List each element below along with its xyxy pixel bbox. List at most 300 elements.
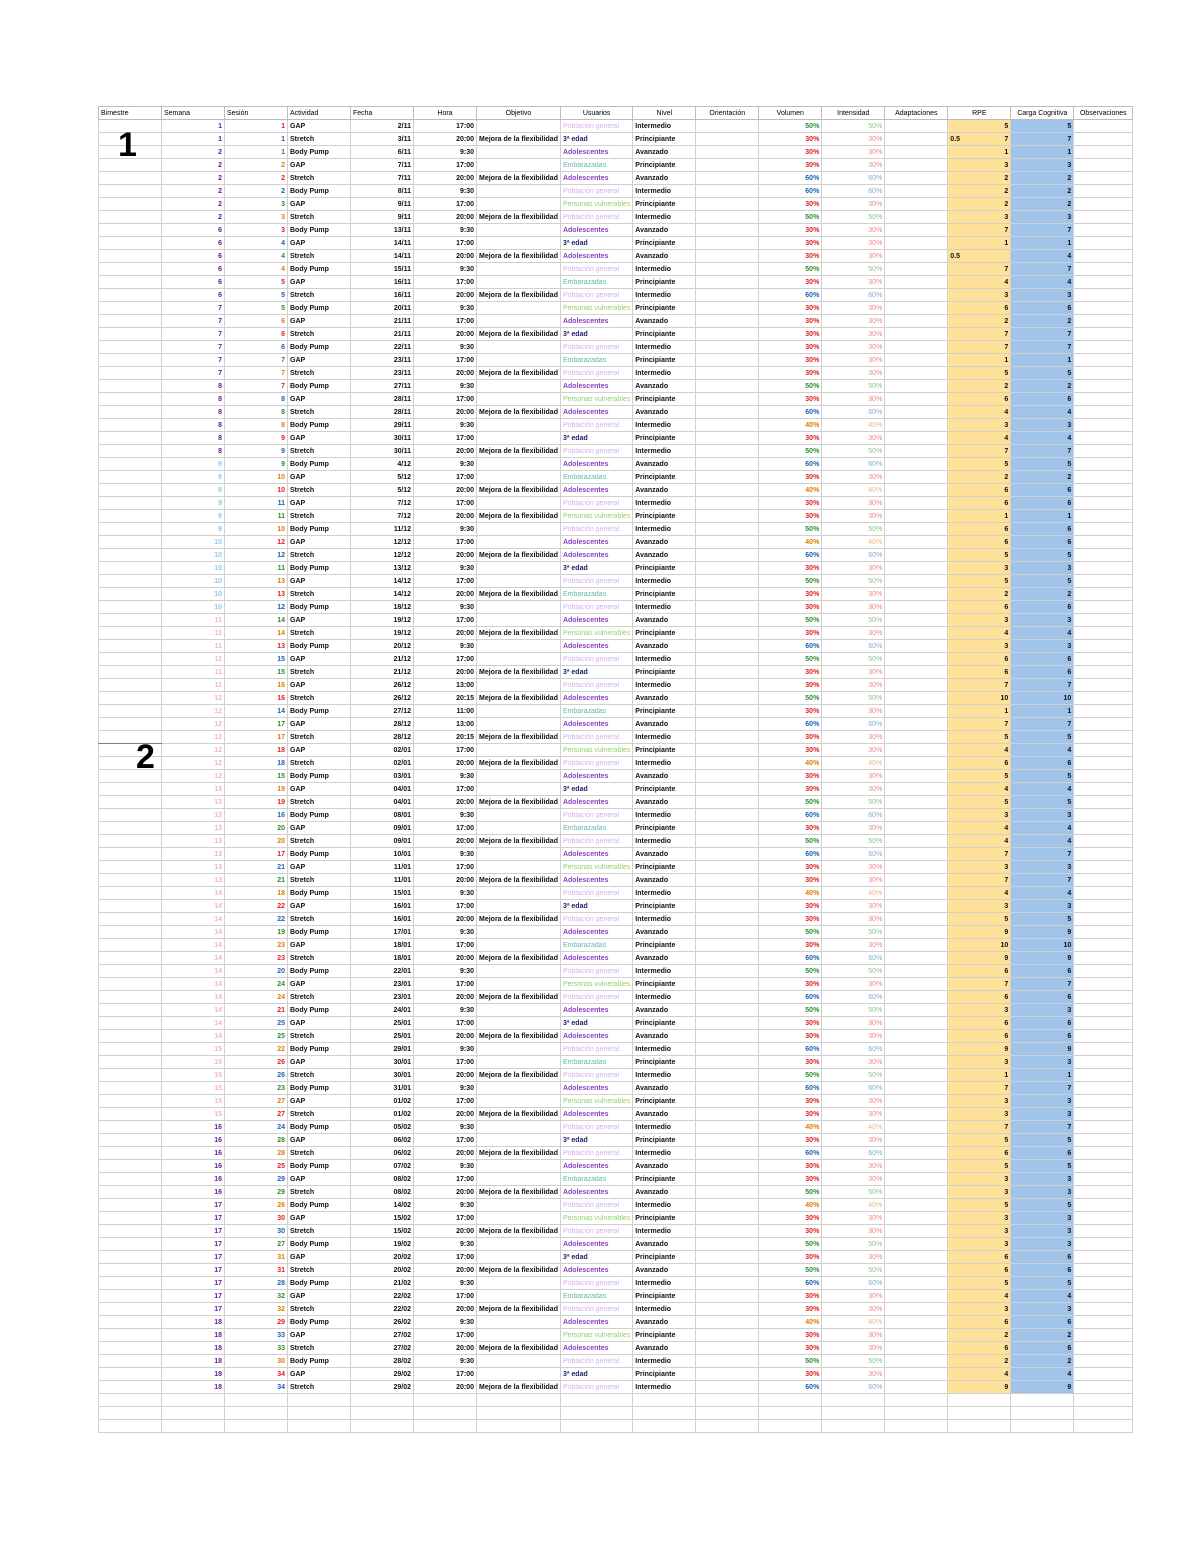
actividad-cell[interactable]: Stretch [288,510,351,523]
actividad-cell[interactable]: Stretch [288,1186,351,1199]
carga-cell[interactable]: 7 [1011,445,1074,458]
nivel-cell[interactable]: Intermedio [633,1355,696,1368]
actividad-cell[interactable]: GAP [288,744,351,757]
adaptaciones-cell[interactable] [885,549,948,562]
bimestre-cell[interactable] [99,458,162,471]
hora-cell[interactable]: 20:00 [414,510,477,523]
objetivo-cell[interactable] [477,978,561,991]
usuario-cell[interactable]: Población general [560,679,632,692]
actividad-cell[interactable]: Stretch [288,406,351,419]
volumen-cell[interactable]: 30% [759,1303,822,1316]
objetivo-cell[interactable]: Mejora de la flexibilidad [477,1108,561,1121]
actividad-cell[interactable]: GAP [288,1017,351,1030]
bimestre-cell[interactable] [99,432,162,445]
semana-cell[interactable]: 7 [162,367,225,380]
nivel-cell[interactable]: Principiante [633,1017,696,1030]
usuario-cell[interactable]: Población general [560,965,632,978]
nivel-cell[interactable]: Principiante [633,1329,696,1342]
nivel-cell[interactable]: Avanzado [633,536,696,549]
empty-cell[interactable] [225,1407,288,1420]
sesion-cell[interactable]: 33 [225,1342,288,1355]
intensidad-cell[interactable]: 50% [822,796,885,809]
sesion-cell[interactable]: 18 [225,744,288,757]
fecha-cell[interactable]: 01/02 [351,1095,414,1108]
adaptaciones-cell[interactable] [885,224,948,237]
hora-cell[interactable]: 20:00 [414,367,477,380]
volumen-cell[interactable]: 50% [759,926,822,939]
orientacion-cell[interactable] [696,211,759,224]
carga-cell[interactable]: 5 [1011,731,1074,744]
usuario-cell[interactable]: Población general [560,809,632,822]
actividad-cell[interactable]: Stretch [288,1069,351,1082]
semana-cell[interactable]: 17 [162,1277,225,1290]
carga-cell[interactable]: 7 [1011,874,1074,887]
orientacion-cell[interactable] [696,965,759,978]
orientacion-cell[interactable] [696,679,759,692]
intensidad-cell[interactable]: 30% [822,250,885,263]
usuario-cell[interactable]: Adolescentes [560,315,632,328]
fecha-cell[interactable]: 5/12 [351,471,414,484]
nivel-cell[interactable]: Intermedio [633,835,696,848]
rpe-cell[interactable] [948,653,1011,666]
nivel-cell[interactable]: Intermedio [633,575,696,588]
rpe-cell[interactable] [948,1108,1011,1121]
carga-cell[interactable]: 7 [1011,978,1074,991]
observaciones-cell[interactable] [1074,835,1133,848]
orientacion-cell[interactable] [696,1381,759,1394]
bimestre-cell[interactable] [99,575,162,588]
fecha-cell[interactable]: 26/02 [351,1316,414,1329]
nivel-cell[interactable]: Avanzado [633,406,696,419]
adaptaciones-cell[interactable] [885,1186,948,1199]
volumen-cell[interactable]: 50% [759,1238,822,1251]
actividad-cell[interactable]: Stretch [288,835,351,848]
adaptaciones-cell[interactable] [885,1264,948,1277]
sesion-cell[interactable]: 29 [225,1173,288,1186]
intensidad-cell[interactable]: 30% [822,861,885,874]
usuario-cell[interactable]: Personas vulnerables [560,302,632,315]
intensidad-cell[interactable]: 60% [822,809,885,822]
rpe-cell[interactable] [948,848,1011,861]
nivel-cell[interactable]: Intermedio [633,120,696,133]
sesion-cell[interactable]: 7 [225,380,288,393]
usuario-cell[interactable]: Adolescentes [560,1030,632,1043]
observaciones-cell[interactable] [1074,1108,1133,1121]
sesion-cell[interactable]: 7 [225,354,288,367]
intensidad-cell[interactable]: 30% [822,1225,885,1238]
fecha-cell[interactable]: 14/02 [351,1199,414,1212]
hora-cell[interactable]: 20:00 [414,133,477,146]
nivel-cell[interactable]: Principiante [633,978,696,991]
nivel-cell[interactable]: Avanzado [633,614,696,627]
sesion-cell[interactable]: 27 [225,1108,288,1121]
carga-cell[interactable]: 5 [1011,120,1074,133]
semana-cell[interactable]: 18 [162,1342,225,1355]
observaciones-cell[interactable] [1074,406,1133,419]
volumen-cell[interactable]: 50% [759,523,822,536]
observaciones-cell[interactable] [1074,1121,1133,1134]
semana-cell[interactable]: 6 [162,263,225,276]
volumen-cell[interactable]: 50% [759,120,822,133]
orientacion-cell[interactable] [696,731,759,744]
fecha-cell[interactable]: 4/12 [351,458,414,471]
intensidad-cell[interactable]: 50% [822,692,885,705]
rpe-cell[interactable] [948,380,1011,393]
bimestre-cell[interactable] [99,913,162,926]
intensidad-cell[interactable]: 30% [822,237,885,250]
adaptaciones-cell[interactable] [885,770,948,783]
volumen-cell[interactable]: 60% [759,1082,822,1095]
empty-cell[interactable] [948,1394,1011,1407]
semana-cell[interactable]: 8 [162,432,225,445]
rpe-cell[interactable] [948,523,1011,536]
orientacion-cell[interactable] [696,887,759,900]
usuario-cell[interactable]: Adolescentes [560,172,632,185]
empty-cell[interactable] [414,1407,477,1420]
bimestre-cell[interactable] [99,393,162,406]
volumen-cell[interactable]: 30% [759,679,822,692]
adaptaciones-cell[interactable] [885,328,948,341]
adaptaciones-cell[interactable] [885,822,948,835]
bimestre-cell[interactable] [99,198,162,211]
semana-cell[interactable]: 11 [162,653,225,666]
nivel-cell[interactable]: Principiante [633,627,696,640]
observaciones-cell[interactable] [1074,1316,1133,1329]
fecha-cell[interactable]: 18/01 [351,939,414,952]
adaptaciones-cell[interactable] [885,1082,948,1095]
sesion-cell[interactable]: 9 [225,432,288,445]
intensidad-cell[interactable]: 30% [822,393,885,406]
nivel-cell[interactable]: Principiante [633,302,696,315]
usuario-cell[interactable]: 3ª edad [560,562,632,575]
adaptaciones-cell[interactable] [885,263,948,276]
objetivo-cell[interactable] [477,146,561,159]
actividad-cell[interactable]: Body Pump [288,1004,351,1017]
usuario-cell[interactable]: 3ª edad [560,1251,632,1264]
objetivo-cell[interactable]: Mejora de la flexibilidad [477,1264,561,1277]
semana-cell[interactable]: 13 [162,835,225,848]
semana-cell[interactable]: 17 [162,1303,225,1316]
adaptaciones-cell[interactable] [885,1147,948,1160]
volumen-cell[interactable]: 30% [759,302,822,315]
fecha-cell[interactable]: 23/11 [351,354,414,367]
orientacion-cell[interactable] [696,718,759,731]
intensidad-cell[interactable]: 50% [822,1355,885,1368]
hora-cell[interactable]: 17:00 [414,978,477,991]
fecha-cell[interactable]: 12/12 [351,536,414,549]
orientacion-cell[interactable] [696,159,759,172]
adaptaciones-cell[interactable] [885,523,948,536]
actividad-cell[interactable]: GAP [288,276,351,289]
sesion-cell[interactable]: 26 [225,1056,288,1069]
actividad-cell[interactable]: GAP [288,1095,351,1108]
rpe-cell[interactable] [948,1251,1011,1264]
intensidad-cell[interactable]: 30% [822,367,885,380]
hora-cell[interactable]: 17:00 [414,1095,477,1108]
usuario-cell[interactable]: Población general [560,289,632,302]
carga-cell[interactable]: 3 [1011,1095,1074,1108]
nivel-cell[interactable]: Intermedio [633,991,696,1004]
volumen-cell[interactable]: 60% [759,458,822,471]
carga-cell[interactable]: 7 [1011,679,1074,692]
actividad-cell[interactable]: GAP [288,653,351,666]
actividad-cell[interactable]: Stretch [288,289,351,302]
nivel-cell[interactable]: Avanzado [633,1108,696,1121]
volumen-cell[interactable]: 50% [759,653,822,666]
volumen-cell[interactable]: 30% [759,1017,822,1030]
hora-cell[interactable]: 9:30 [414,1316,477,1329]
carga-cell[interactable]: 6 [1011,965,1074,978]
sesion-cell[interactable]: 15 [225,653,288,666]
hora-cell[interactable]: 17:00 [414,1134,477,1147]
observaciones-cell[interactable] [1074,354,1133,367]
semana-cell[interactable]: 15 [162,1108,225,1121]
orientacion-cell[interactable] [696,1368,759,1381]
usuario-cell[interactable]: Adolescentes [560,536,632,549]
carga-cell[interactable]: 4 [1011,783,1074,796]
orientacion-cell[interactable] [696,432,759,445]
intensidad-cell[interactable]: 30% [822,913,885,926]
observaciones-cell[interactable] [1074,796,1133,809]
volumen-cell[interactable]: 30% [759,432,822,445]
carga-cell[interactable]: 3 [1011,1212,1074,1225]
objetivo-cell[interactable] [477,1251,561,1264]
adaptaciones-cell[interactable] [885,497,948,510]
nivel-cell[interactable]: Intermedio [633,679,696,692]
volumen-cell[interactable]: 50% [759,575,822,588]
observaciones-cell[interactable] [1074,1095,1133,1108]
usuario-cell[interactable]: Adolescentes [560,484,632,497]
bimestre-cell[interactable] [99,1212,162,1225]
objetivo-cell[interactable]: Mejora de la flexibilidad [477,1303,561,1316]
bimestre-cell[interactable] [99,1004,162,1017]
carga-cell[interactable]: 6 [1011,302,1074,315]
sesion-cell[interactable]: 5 [225,276,288,289]
objetivo-cell[interactable] [477,354,561,367]
sesion-cell[interactable]: 24 [225,1121,288,1134]
actividad-cell[interactable]: Stretch [288,731,351,744]
bimestre-cell[interactable] [99,406,162,419]
fecha-cell[interactable]: 29/02 [351,1368,414,1381]
actividad-cell[interactable]: GAP [288,978,351,991]
carga-cell[interactable]: 5 [1011,575,1074,588]
hora-cell[interactable]: 9:30 [414,1160,477,1173]
adaptaciones-cell[interactable] [885,835,948,848]
empty-cell[interactable] [1011,1394,1074,1407]
usuario-cell[interactable]: Población general [560,263,632,276]
bimestre-cell[interactable] [99,536,162,549]
usuario-cell[interactable]: Población general [560,1199,632,1212]
nivel-cell[interactable]: Principiante [633,705,696,718]
nivel-cell[interactable]: Principiante [633,588,696,601]
intensidad-cell[interactable]: 60% [822,1147,885,1160]
intensidad-cell[interactable]: 30% [822,133,885,146]
orientacion-cell[interactable] [696,549,759,562]
nivel-cell[interactable]: Intermedio [633,887,696,900]
fecha-cell[interactable]: 7/11 [351,172,414,185]
semana-cell[interactable]: 17 [162,1199,225,1212]
objetivo-cell[interactable]: Mejora de la flexibilidad [477,991,561,1004]
column-header[interactable]: Sesión [225,107,288,120]
semana-cell[interactable]: 1 [162,120,225,133]
column-header[interactable]: Observaciones [1074,107,1133,120]
volumen-cell[interactable]: 30% [759,1095,822,1108]
semana-cell[interactable]: 12 [162,692,225,705]
objetivo-cell[interactable] [477,497,561,510]
actividad-cell[interactable]: Body Pump [288,1316,351,1329]
bimestre-cell[interactable] [99,1134,162,1147]
adaptaciones-cell[interactable] [885,1277,948,1290]
objetivo-cell[interactable] [477,315,561,328]
semana-cell[interactable]: 16 [162,1134,225,1147]
observaciones-cell[interactable] [1074,744,1133,757]
orientacion-cell[interactable] [696,809,759,822]
semana-cell[interactable]: 2 [162,198,225,211]
adaptaciones-cell[interactable] [885,1368,948,1381]
rpe-cell[interactable] [948,575,1011,588]
rpe-cell[interactable] [948,1303,1011,1316]
intensidad-cell[interactable]: 30% [822,939,885,952]
column-header[interactable]: Objetivo [477,107,561,120]
rpe-cell[interactable] [948,1342,1011,1355]
carga-cell[interactable]: 4 [1011,744,1074,757]
semana-cell[interactable]: 10 [162,536,225,549]
carga-cell[interactable]: 3 [1011,1303,1074,1316]
intensidad-cell[interactable]: 30% [822,1329,885,1342]
adaptaciones-cell[interactable] [885,1004,948,1017]
observaciones-cell[interactable] [1074,120,1133,133]
orientacion-cell[interactable] [696,874,759,887]
usuario-cell[interactable]: Personas vulnerables [560,198,632,211]
orientacion-cell[interactable] [696,250,759,263]
usuario-cell[interactable]: Población general [560,445,632,458]
hora-cell[interactable]: 20:00 [414,1264,477,1277]
adaptaciones-cell[interactable] [885,1329,948,1342]
volumen-cell[interactable]: 30% [759,1030,822,1043]
objetivo-cell[interactable] [477,1199,561,1212]
nivel-cell[interactable]: Principiante [633,900,696,913]
nivel-cell[interactable]: Avanzado [633,1004,696,1017]
observaciones-cell[interactable] [1074,978,1133,991]
rpe-cell[interactable] [948,1056,1011,1069]
carga-cell[interactable]: 3 [1011,1108,1074,1121]
bimestre-cell[interactable] [99,705,162,718]
volumen-cell[interactable]: 30% [759,744,822,757]
fecha-cell[interactable]: 21/12 [351,653,414,666]
usuario-cell[interactable]: 3ª edad [560,1017,632,1030]
hora-cell[interactable]: 13:00 [414,679,477,692]
orientacion-cell[interactable] [696,835,759,848]
carga-cell[interactable]: 9 [1011,952,1074,965]
actividad-cell[interactable]: GAP [288,497,351,510]
objetivo-cell[interactable] [477,575,561,588]
sesion-cell[interactable]: 5 [225,302,288,315]
intensidad-cell[interactable]: 50% [822,926,885,939]
semana-cell[interactable]: 8 [162,419,225,432]
adaptaciones-cell[interactable] [885,315,948,328]
hora-cell[interactable]: 17:00 [414,783,477,796]
actividad-cell[interactable]: Body Pump [288,1121,351,1134]
hora-cell[interactable]: 20:00 [414,328,477,341]
objetivo-cell[interactable]: Mejora de la flexibilidad [477,250,561,263]
adaptaciones-cell[interactable] [885,354,948,367]
bimestre-cell[interactable] [99,1238,162,1251]
bimestre-cell[interactable] [99,900,162,913]
semana-cell[interactable]: 13 [162,796,225,809]
rpe-cell[interactable] [948,1381,1011,1394]
hora-cell[interactable]: 9:30 [414,887,477,900]
semana-cell[interactable]: 14 [162,900,225,913]
fecha-cell[interactable]: 22/02 [351,1290,414,1303]
usuario-cell[interactable]: Embarazadas [560,588,632,601]
observaciones-cell[interactable] [1074,172,1133,185]
adaptaciones-cell[interactable] [885,133,948,146]
sesion-cell[interactable]: 12 [225,601,288,614]
hora-cell[interactable]: 20:00 [414,874,477,887]
observaciones-cell[interactable] [1074,510,1133,523]
volumen-cell[interactable]: 30% [759,1173,822,1186]
actividad-cell[interactable]: Body Pump [288,1082,351,1095]
volumen-cell[interactable]: 30% [759,133,822,146]
nivel-cell[interactable]: Principiante [633,237,696,250]
bimestre-cell[interactable] [99,1108,162,1121]
orientacion-cell[interactable] [696,1290,759,1303]
sesion-cell[interactable]: 12 [225,536,288,549]
carga-cell[interactable]: 5 [1011,796,1074,809]
adaptaciones-cell[interactable] [885,185,948,198]
volumen-cell[interactable]: 30% [759,731,822,744]
usuario-cell[interactable]: Población general [560,1355,632,1368]
carga-cell[interactable]: 6 [1011,757,1074,770]
volumen-cell[interactable]: 30% [759,861,822,874]
nivel-cell[interactable]: Principiante [633,133,696,146]
objetivo-cell[interactable]: Mejora de la flexibilidad [477,133,561,146]
actividad-cell[interactable]: GAP [288,432,351,445]
orientacion-cell[interactable] [696,666,759,679]
adaptaciones-cell[interactable] [885,237,948,250]
usuario-cell[interactable]: Población general [560,731,632,744]
usuario-cell[interactable]: 3ª edad [560,1134,632,1147]
actividad-cell[interactable]: Body Pump [288,601,351,614]
bimestre-cell[interactable] [99,445,162,458]
fecha-cell[interactable]: 27/11 [351,380,414,393]
nivel-cell[interactable]: Intermedio [633,1043,696,1056]
volumen-cell[interactable]: 30% [759,510,822,523]
intensidad-cell[interactable]: 40% [822,484,885,497]
orientacion-cell[interactable] [696,458,759,471]
rpe-cell[interactable] [948,419,1011,432]
actividad-cell[interactable]: Body Pump [288,1355,351,1368]
bimestre-cell[interactable] [99,1264,162,1277]
adaptaciones-cell[interactable] [885,302,948,315]
rpe-cell[interactable] [948,549,1011,562]
actividad-cell[interactable]: Stretch [288,692,351,705]
hora-cell[interactable]: 17:00 [414,354,477,367]
usuario-cell[interactable]: Personas vulnerables [560,978,632,991]
fecha-cell[interactable]: 7/12 [351,497,414,510]
intensidad-cell[interactable]: 30% [822,302,885,315]
empty-cell[interactable] [99,1394,162,1407]
actividad-cell[interactable]: GAP [288,861,351,874]
observaciones-cell[interactable] [1074,497,1133,510]
empty-cell[interactable] [633,1394,696,1407]
orientacion-cell[interactable] [696,471,759,484]
column-header[interactable]: Nivel [633,107,696,120]
nivel-cell[interactable]: Avanzado [633,692,696,705]
empty-cell[interactable] [759,1407,822,1420]
volumen-cell[interactable]: 30% [759,1108,822,1121]
objetivo-cell[interactable]: Mejora de la flexibilidad [477,484,561,497]
